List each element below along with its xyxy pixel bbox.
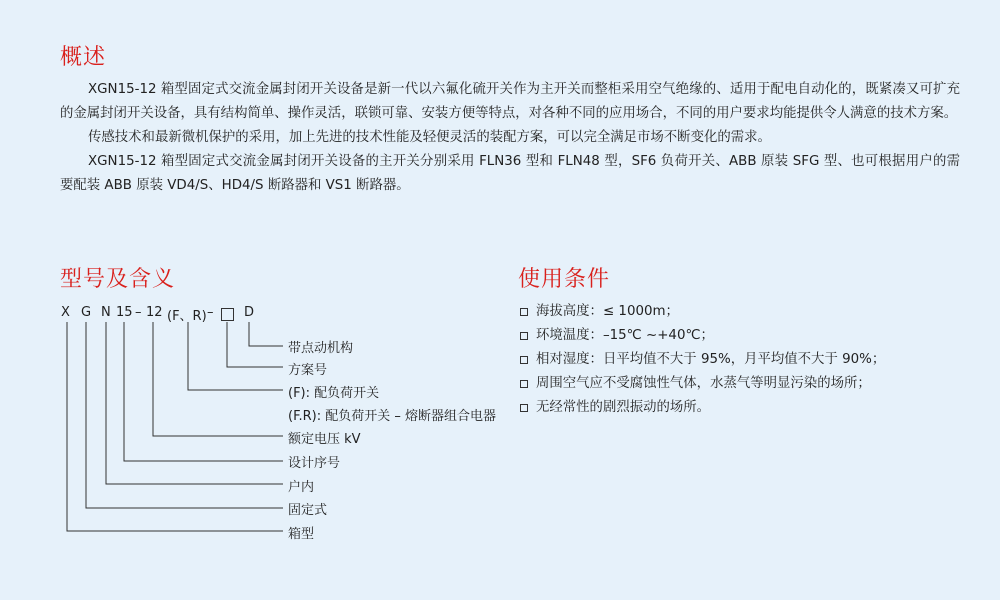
overview-paragraph-1: XGN15-12 箱型固定式交流金属封闭开关设备是新一代以六氟化硫开关作为主开关而整柜采用空气绝缘的、适用于配电自动化的，既紧凑又可扩充的金属封闭开关设备，具有结构简单、操作灵活，联锁可靠、安装方便等特点，对各种不同的应用场合，不同的用户要求均能提供令人满意的技术方案。	[60, 82, 960, 121]
legend-box-type: 箱型	[288, 527, 315, 542]
square-bullet-icon	[520, 332, 528, 340]
conditions-list	[520, 300, 885, 420]
list-item: 海拔高度：≤ 1000m；	[520, 300, 885, 324]
legend-indoor: 户内	[288, 480, 315, 495]
legend-motor-mechanism: 带点动机构	[288, 341, 354, 356]
square-bullet-icon	[520, 380, 528, 388]
legend-load-switch: (F): 配负荷开关	[288, 386, 380, 401]
legend-design-no: 设计序号	[288, 456, 341, 471]
legend-rated-voltage: 额定电压 kV	[288, 432, 361, 447]
code-fr: (F、R)	[167, 309, 207, 324]
square-bullet-icon	[520, 404, 528, 412]
conditions-heading: 使用条件	[518, 267, 611, 292]
legend-fuse-combination: (F.R): 配负荷开关 – 熔断器组合电器	[288, 409, 496, 424]
list-item: 环境温度：–15℃ ~+40℃；	[520, 324, 885, 348]
code-dash-1: –	[135, 305, 142, 320]
legend-scheme-no: 方案号	[288, 363, 328, 378]
list-item: 相对湿度：日平均值不大于 95%，月平均值不大于 90%；	[520, 348, 885, 372]
list-item: 无经常性的剧烈振动的场所。	[520, 396, 885, 420]
code-dash-2: –	[207, 305, 214, 320]
code-15: 15	[116, 305, 133, 320]
code-d: D	[244, 305, 255, 320]
overview-paragraph-3: XGN15-12 箱型固定式交流金属封闭开关设备的主开关分别采用 FLN36 型和 FLN48 型，SF6 负荷开关、ABB 原装 SFG 型、也可根据用户的需要配装 ABB 原装 VD4/S、HD4/S 断路器和 VS1 断路器。	[60, 154, 960, 193]
scheme-box-icon	[221, 308, 234, 321]
legend-fixed: 固定式	[288, 503, 328, 518]
code-12: 12	[146, 305, 163, 320]
overview-text	[60, 78, 960, 198]
overview-heading: 概述	[60, 45, 107, 70]
overview-paragraph-2: 传感技术和最新微机保护的采用，加上先进的技术性能及轻便灵活的装配方案，可以完全满足市场不断变化的需求。	[88, 130, 771, 145]
code-g: G	[81, 305, 92, 320]
square-bullet-icon	[520, 356, 528, 364]
list-item: 周围空气应不受腐蚀性气体，水蒸气等明显污染的场所；	[520, 372, 885, 396]
model-heading: 型号及含义	[60, 267, 176, 292]
square-bullet-icon	[520, 308, 528, 316]
code-n: N	[101, 305, 111, 320]
code-x: X	[61, 305, 70, 320]
